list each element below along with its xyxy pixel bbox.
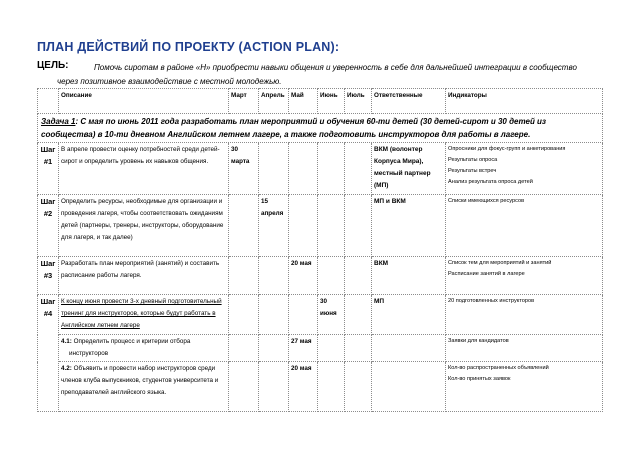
substep-july bbox=[345, 362, 372, 412]
indicator-item: Заявки для кандидатов bbox=[448, 338, 509, 344]
indicator-item: Анализ результата опроса детей bbox=[448, 179, 533, 185]
step-march bbox=[229, 295, 259, 335]
substep-indicators bbox=[446, 335, 603, 362]
step-indicators bbox=[446, 143, 603, 195]
step-march bbox=[229, 257, 259, 295]
step-march bbox=[229, 195, 259, 257]
step-may bbox=[289, 195, 318, 257]
step-june: 30 июня bbox=[318, 295, 345, 335]
step-description: К концу июня провести 3-х дневный подготовительный тренинг для инструкторов, которые будут работать в Английском летнем лагере bbox=[59, 295, 229, 335]
indicator-item: Кол-во принятых заявок bbox=[448, 376, 511, 382]
step-responsible: МП и ВКМ bbox=[372, 195, 446, 257]
indicator-item: Расписание занятий в лагере bbox=[448, 271, 525, 277]
step-july bbox=[345, 257, 372, 295]
step-april: 15 апреля bbox=[259, 195, 289, 257]
substep-indicators bbox=[446, 362, 603, 412]
indicator-item: 20 подготовленных инструкторов bbox=[448, 298, 535, 304]
substep-july bbox=[345, 335, 372, 362]
step-april bbox=[259, 143, 289, 195]
substep-april bbox=[259, 335, 289, 362]
step-indicators bbox=[446, 295, 603, 335]
step-description: Разработать план мероприятий (занятий) и составить расписание работы лагеря. bbox=[59, 257, 229, 295]
table-row bbox=[38, 335, 603, 362]
step-description: Определить ресурсы, необходимые для организации и проведения лагеря, чтобы соответствовать ожиданиям детей (партнеры, тренеры, инструкторы, оборудование для лагеря, и так далее) bbox=[59, 195, 229, 257]
substep-june bbox=[318, 362, 345, 412]
substep-description bbox=[59, 362, 229, 412]
table-row bbox=[38, 362, 603, 412]
substep-text-line2: инструкторов bbox=[69, 350, 109, 357]
header-april: Апрель bbox=[259, 89, 289, 114]
substep-may: 20 мая bbox=[289, 362, 318, 412]
goal-text-line2: через позитивное взаимодействие с местной молодежью. bbox=[57, 77, 282, 86]
substep-april bbox=[259, 362, 289, 412]
step-label: Шаг #4 bbox=[38, 295, 59, 412]
table-row bbox=[38, 257, 603, 295]
step-july bbox=[345, 143, 372, 195]
step-june bbox=[318, 257, 345, 295]
substep-text-line1: Определить процесс и критерии отбора bbox=[73, 338, 191, 345]
header-row bbox=[38, 89, 603, 114]
substep-june bbox=[318, 335, 345, 362]
goal-text-line1: Помочь сиротам в районе «Н» приобрести навыки общения и уверенность в себе для дальнейшей интеграции в сообщество bbox=[94, 63, 577, 72]
step-june bbox=[318, 195, 345, 257]
header-indicators: Индикаторы bbox=[446, 89, 603, 114]
step-description: В апреле провести оценку потребностей среди детей-сирот и определить уровень их навыков общения. bbox=[59, 143, 229, 195]
page-title: ПЛАН ДЕЙСТВИЙ ПО ПРОЕКТУ (ACTION PLAN): bbox=[37, 40, 340, 54]
step-march: 30 марта bbox=[229, 143, 259, 195]
substep-march bbox=[229, 335, 259, 362]
task-cell bbox=[38, 114, 603, 143]
step-indicators bbox=[446, 195, 603, 257]
action-plan-table bbox=[37, 88, 603, 412]
table-row bbox=[38, 295, 603, 335]
substep-label: 4.2: bbox=[61, 365, 72, 372]
step-responsible: ВКМ bbox=[372, 257, 446, 295]
header-responsible: Ответственные bbox=[372, 89, 446, 114]
step-june bbox=[318, 143, 345, 195]
substep-label: 4.1: bbox=[61, 338, 72, 345]
step-responsible: МП bbox=[372, 295, 446, 335]
substep-responsible bbox=[372, 362, 446, 412]
indicator-item: Опросники для фокус-групп и анкетирования bbox=[448, 146, 566, 152]
task-colon: : bbox=[75, 117, 79, 126]
header-july: Июль bbox=[345, 89, 372, 114]
step-may bbox=[289, 143, 318, 195]
step-april bbox=[259, 257, 289, 295]
step-may bbox=[289, 295, 318, 335]
step-label: Шаг #1 bbox=[38, 143, 59, 195]
header-description: Описание bbox=[59, 89, 229, 114]
substep-text-rest: среди членов клуба выпускников, студентов университета и преподавателей английского языка. bbox=[61, 365, 219, 396]
step-label: Шаг #2 bbox=[38, 195, 59, 257]
indicator-item: Кол-во распространенных объявлений bbox=[448, 365, 549, 371]
step-july bbox=[345, 295, 372, 335]
header-june: Июнь bbox=[318, 89, 345, 114]
step-may: 20 мая bbox=[289, 257, 318, 295]
task-text: С мая по июнь 2011 года разработать план мероприятий и обучения 60-ти детей (30 детей-сирот и 30 детей из сообщества) в 10-ти дневном Английском летнем лагере, а также подготовить инструкторов для работы в лагере. bbox=[41, 117, 547, 139]
step-april bbox=[259, 295, 289, 335]
goal-label: ЦЕЛЬ: bbox=[37, 60, 69, 71]
indicator-item: Результаты опроса bbox=[448, 157, 498, 163]
substep-description bbox=[59, 335, 229, 362]
step-indicators bbox=[446, 257, 603, 295]
indicator-item: Список тем для мероприятий и занятий bbox=[448, 260, 552, 266]
indicator-item: Списки имеющихся ресурсов bbox=[448, 198, 525, 204]
step-responsible: ВКМ (волонтер Корпуса Мира), местный партнер (МП) bbox=[372, 143, 446, 195]
substep-march bbox=[229, 362, 259, 412]
header-march: Март bbox=[229, 89, 259, 114]
header-empty bbox=[38, 89, 59, 114]
task-row bbox=[38, 114, 603, 143]
substep-may: 27 мая bbox=[289, 335, 318, 362]
substep-responsible bbox=[372, 335, 446, 362]
step-label: Шаг #3 bbox=[38, 257, 59, 295]
indicator-item: Результаты встреч bbox=[448, 168, 497, 174]
task-label: Задача 1 bbox=[41, 117, 76, 126]
step-july bbox=[345, 195, 372, 257]
header-may: Май bbox=[289, 89, 318, 114]
table-row bbox=[38, 195, 603, 257]
substep-text-line1: Объявить и провести набор инструкторов bbox=[73, 365, 197, 372]
table-row bbox=[38, 143, 603, 195]
